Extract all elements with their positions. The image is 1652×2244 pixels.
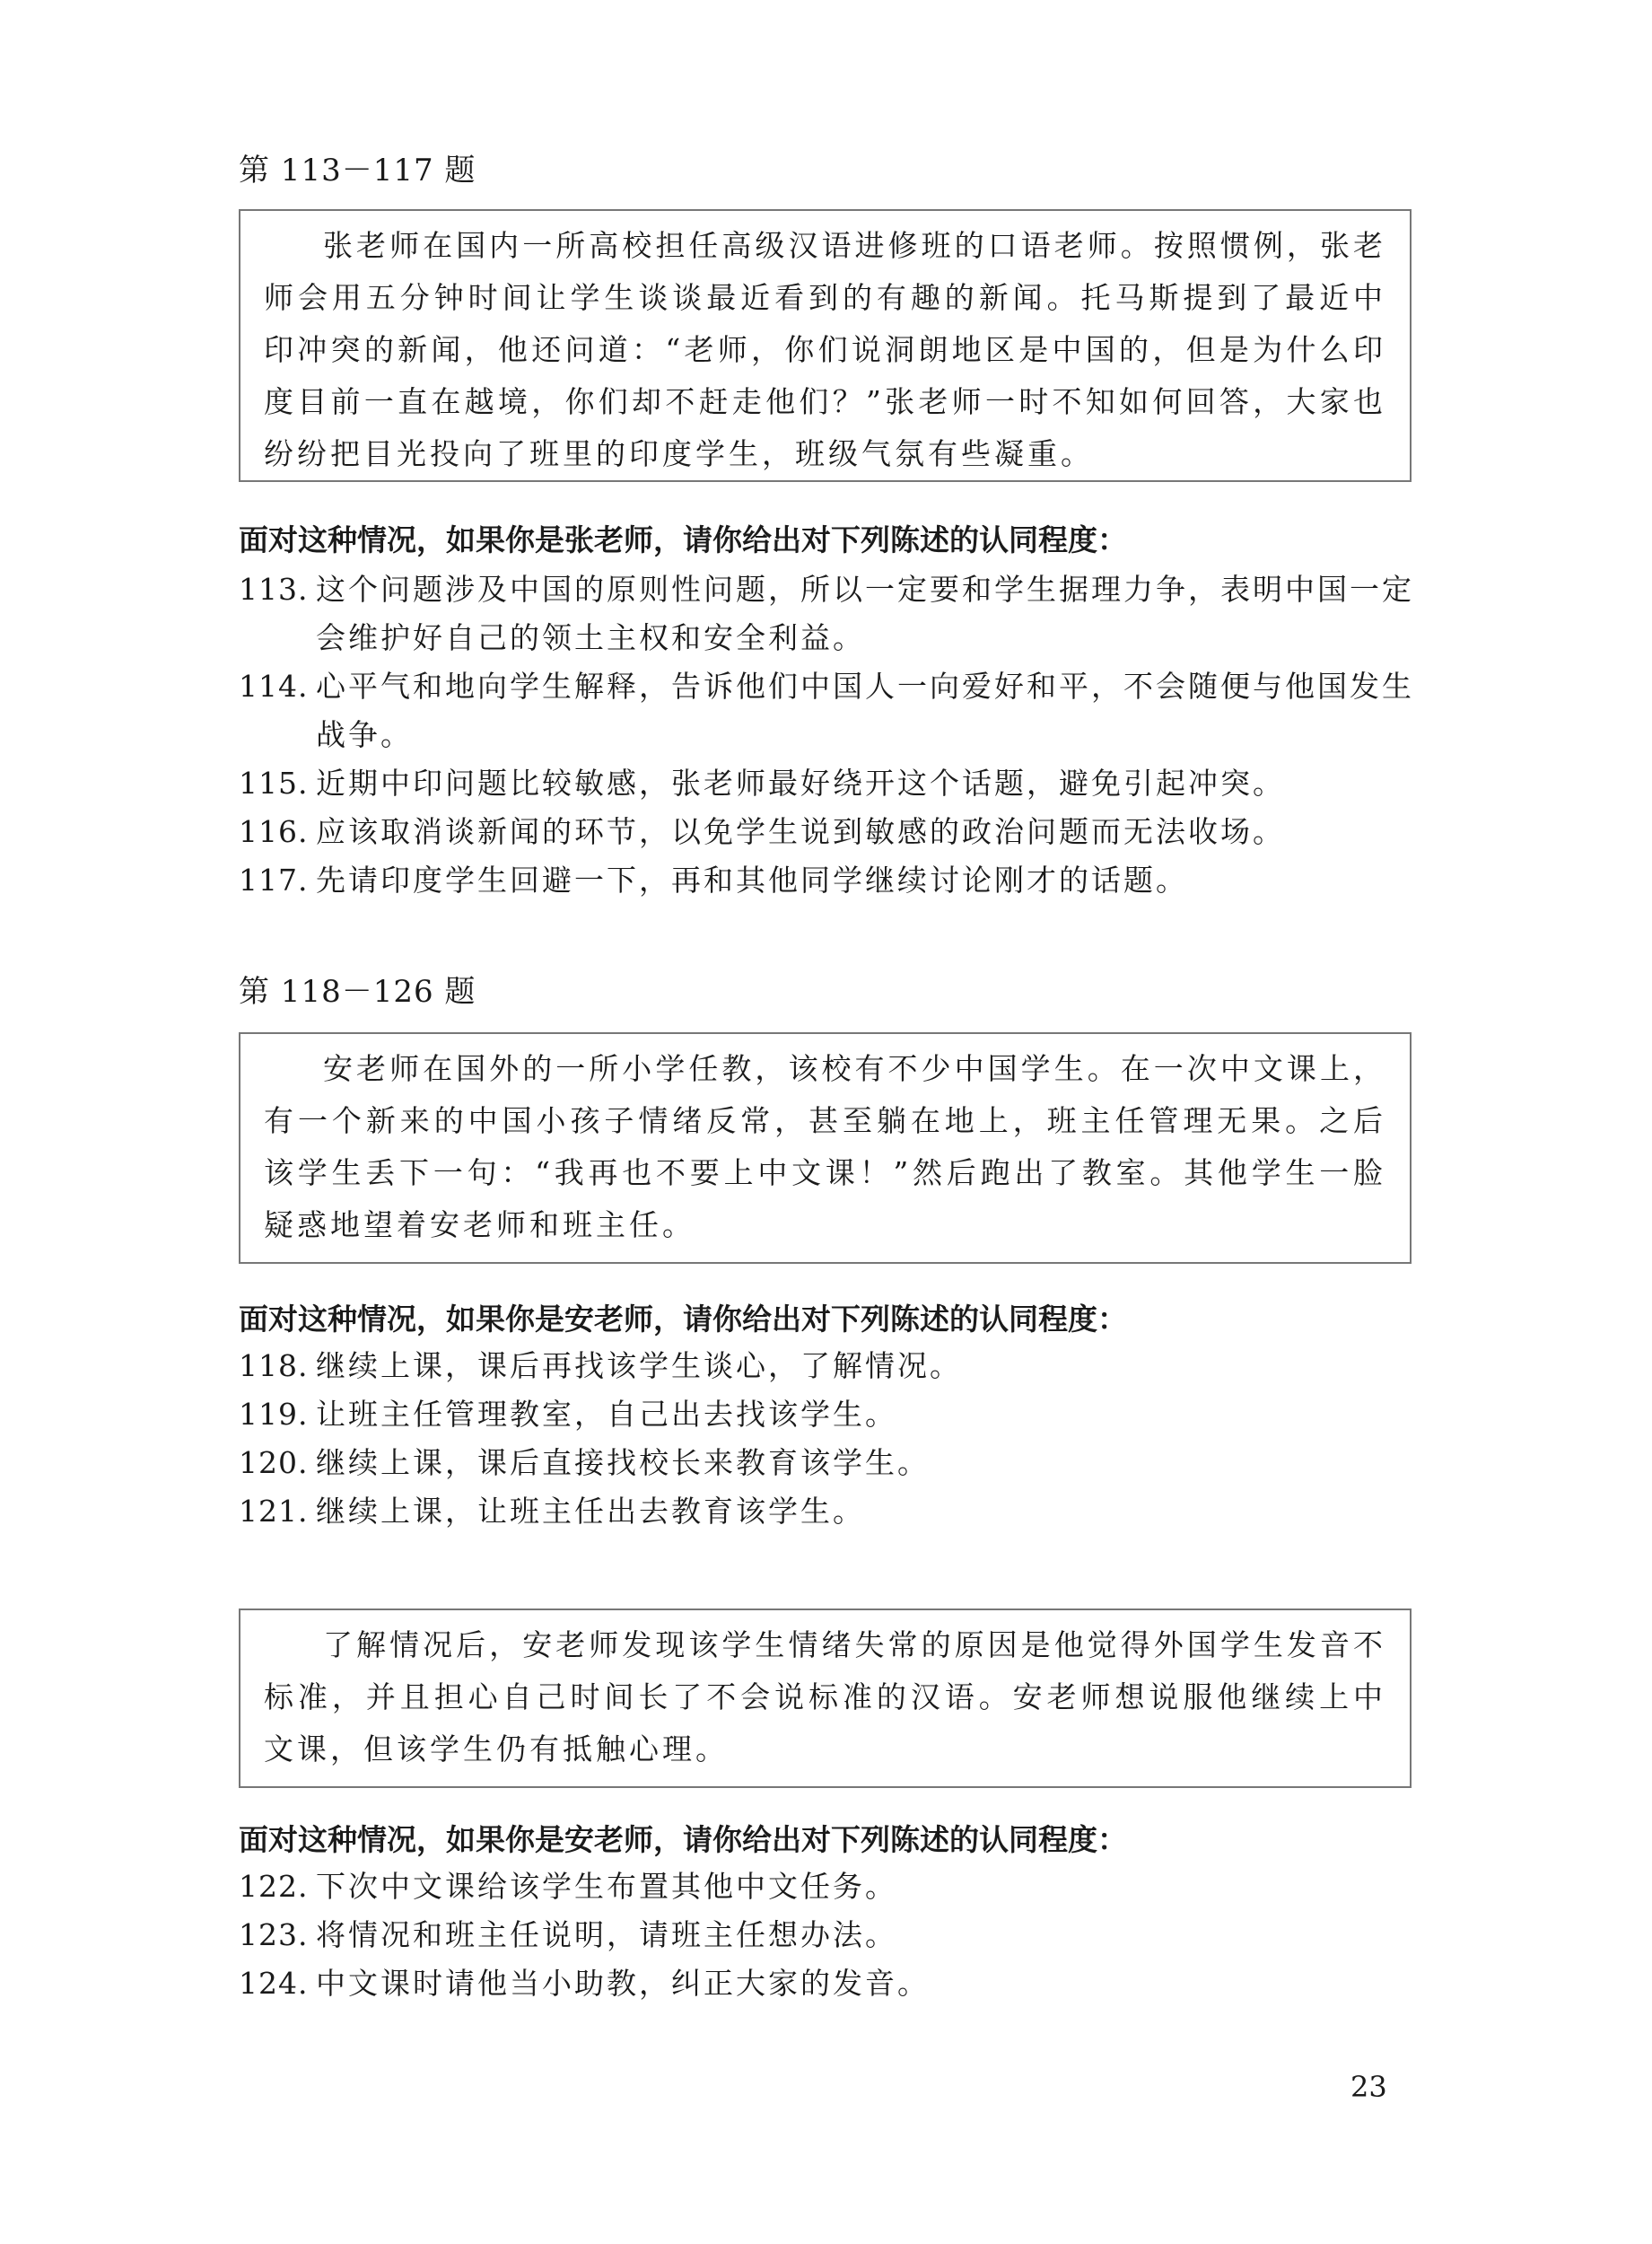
- statement-number: 120.: [239, 1445, 309, 1480]
- scenario-box-1: 张老师在国内一所高校担任高级汉语进修班的口语老师。按照惯例，张老师会用五分钟时间让学生谈谈最近看到的有趣的新闻。托马斯提到了最近中印冲突的新闻，他还问道：“老师，你们说洞朗地区是中国的，但是为什么印度目前一直在越境，你们却不赶走他们？”张老师一时不知如何回答，大家也纷纷把目光投向了班里的印度学生，班级气氛有些凝重。: [239, 209, 1412, 482]
- statement-list-2: [239, 1342, 1414, 1536]
- scenario-box-3: 了解情况后，安老师发现该学生情绪失常的原因是他觉得外国学生发音不标准，并且担心自己时间长了不会说标准的汉语。安老师想说服他继续上中文课，但该学生仍有抵触心理。: [239, 1608, 1412, 1788]
- statement-number: 124.: [239, 1966, 309, 2001]
- statement-number: 116.: [239, 814, 309, 849]
- statement-text: 应该取消谈新闻的环节，以免学生说到敏感的政治问题而无法收场。: [316, 814, 1285, 849]
- statement-text: 继续上课，课后再找该学生谈心，了解情况。: [316, 1348, 962, 1383]
- statement-text: 这个问题涉及中国的原则性问题，所以一定要和学生据理力争，表明中国一定会维护好自己的领土主权和安全利益。: [316, 572, 1414, 655]
- statement-number: 121.: [239, 1494, 309, 1529]
- question-prompt-1: 面对这种情况，如果你是张老师，请你给出对下列陈述的认同程度：: [239, 522, 1127, 557]
- statement-item: [239, 759, 1414, 808]
- statement-number: 113.: [239, 572, 309, 607]
- statement-item: [239, 662, 1414, 759]
- statement-text: 心平气和地向学生解释，告诉他们中国人一向爱好和平，不会随便与他国发生战争。: [316, 669, 1414, 752]
- section-heading-113-117: 第 113－117 题: [239, 153, 476, 188]
- statement-text: 继续上课，课后直接找校长来教育该学生。: [316, 1445, 930, 1480]
- statement-number: 118.: [239, 1348, 309, 1383]
- statement-item: [239, 565, 1414, 662]
- statement-number: 114.: [239, 669, 309, 704]
- statement-text: 下次中文课给该学生布置其他中文任务。: [316, 1869, 897, 1904]
- statement-text: 先请印度学生回避一下，再和其他同学继续讨论刚才的话题。: [316, 863, 1188, 898]
- statement-item: [239, 1487, 1414, 1536]
- statement-text: 将情况和班主任说明，请班主任想办法。: [316, 1917, 897, 1952]
- statement-item: [239, 1439, 1414, 1487]
- statement-text: 继续上课，让班主任出去教育该学生。: [316, 1494, 865, 1529]
- statement-item: [239, 1863, 1414, 1911]
- statement-item: [239, 1342, 1414, 1390]
- statement-text: 中文课时请他当小助教，纠正大家的发音。: [316, 1966, 930, 2001]
- statement-number: 123.: [239, 1917, 309, 1952]
- question-prompt-3: 面对这种情况，如果你是安老师，请你给出对下列陈述的认同程度：: [239, 1822, 1127, 1857]
- statement-number: 117.: [239, 863, 309, 898]
- statement-number: 119.: [239, 1397, 309, 1432]
- statement-item: [239, 808, 1414, 856]
- section-heading-118-126: 第 118－126 题: [239, 974, 476, 1010]
- statement-text: 让班主任管理教室，自己出去找该学生。: [316, 1397, 897, 1432]
- statement-number: 122.: [239, 1869, 309, 1904]
- statement-text: 近期中印问题比较敏感，张老师最好绕开这个话题，避免引起冲突。: [316, 766, 1285, 801]
- statement-list-1: [239, 565, 1414, 905]
- statement-item: [239, 1390, 1414, 1439]
- statement-number: 115.: [239, 766, 309, 801]
- statement-item: [239, 1959, 1414, 2008]
- page-number: 23: [1350, 2070, 1387, 2104]
- statement-item: [239, 1911, 1414, 1959]
- statement-item: [239, 856, 1414, 905]
- question-prompt-2: 面对这种情况，如果你是安老师，请你给出对下列陈述的认同程度：: [239, 1302, 1127, 1337]
- statement-list-3: [239, 1863, 1414, 2008]
- scenario-box-2: 安老师在国外的一所小学任教，该校有不少中国学生。在一次中文课上，有一个新来的中国小孩子情绪反常，甚至躺在地上，班主任管理无果。之后该学生丢下一句：“我再也不要上中文课！”然后跑出了教室。其他学生一脸疑惑地望着安老师和班主任。: [239, 1032, 1412, 1264]
